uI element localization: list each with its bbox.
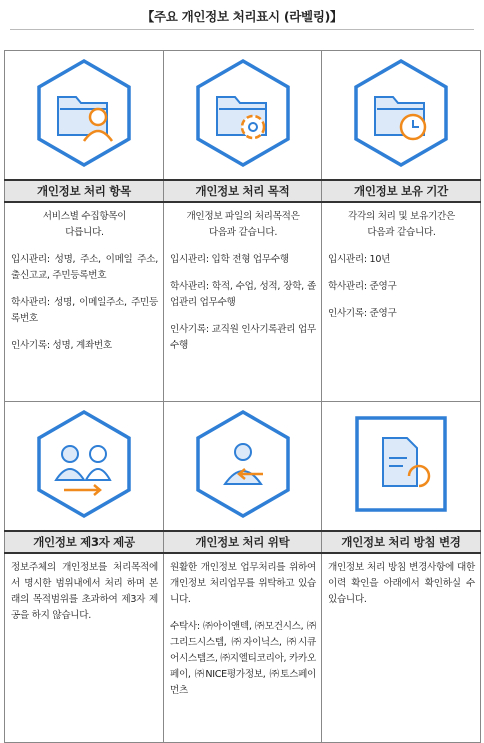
items-personnel: 인사기록: 성명, 계좌번호 xyxy=(11,340,112,351)
body-purpose xyxy=(164,202,322,402)
body-third-party xyxy=(5,553,164,743)
header-policy-change: 개인정보 처리 방침 변경 xyxy=(322,531,481,553)
icon-cell-period xyxy=(322,51,481,181)
outsourcing-intro: 원활한 개인정보 업무처리를 위하여 개인정보 처리업무를 위탁하고 있습니다. xyxy=(170,562,316,605)
folder-gear-icon xyxy=(191,57,295,169)
items-intro: 서비스별 수집항목이 다릅니다. xyxy=(42,211,127,238)
icon-cell-third-party xyxy=(5,402,164,532)
folder-clock-icon xyxy=(349,57,453,169)
page-title-block xyxy=(0,0,484,30)
header-third-party: 개인정보 제3자 제공 xyxy=(5,531,164,553)
purpose-intro: 개인정보 파일의 처리목적은 다음과 같습니다. xyxy=(186,211,300,238)
third-party-text: 정보주체의 개인정보를 처리목적에서 명시한 범위내에서 처리 하며 본래의 목적범위를 초과하여 제3자 제공을 하지 않습니다. xyxy=(11,562,158,621)
icon-cell-purpose xyxy=(164,51,322,181)
header-purpose: 개인정보 처리 목적 xyxy=(164,180,322,202)
outsourcing-icon xyxy=(191,408,295,520)
period-academic: 학사관리: 준영구 xyxy=(328,281,397,292)
body-items xyxy=(5,202,164,402)
icon-cell-policy-change xyxy=(322,402,481,532)
period-intro: 각각의 처리 및 보유기간은 다음과 같습니다. xyxy=(348,211,455,238)
icon-cell-outsourcing xyxy=(164,402,322,532)
labeling-grid xyxy=(4,50,481,743)
outsourcing-trustees: 수탁사: ㈜아이앤텍, ㈜모건시스, ㈜그리드시스템, ㈜자이닉스, ㈜시큐어시스템즈, ㈜지엘티코리아, 카카오페이, ㈜NICE평가정보, ㈜토스페이먼츠 xyxy=(170,621,316,696)
header-items: 개인정보 처리 항목 xyxy=(5,180,164,202)
period-personnel: 인사기록: 준영구 xyxy=(328,308,397,319)
policy-change-text: 개인정보 처리 방침 변경사항에 대한 이력 확인을 아래에서 확인하실 수 있습니다. xyxy=(328,562,475,605)
document-change-icon xyxy=(349,408,453,520)
title-divider xyxy=(10,29,474,30)
purpose-academic: 학사관리: 학적, 수업, 성적, 장학, 졸업관리 업무수행 xyxy=(170,281,316,308)
third-party-provision-icon xyxy=(32,408,136,520)
body-outsourcing xyxy=(164,553,322,743)
purpose-personnel: 인사기록: 교직원 인사기록관리 업무수행 xyxy=(170,324,316,351)
body-period xyxy=(322,202,481,402)
header-outsourcing: 개인정보 처리 위탁 xyxy=(164,531,322,553)
period-admission: 입시관리: 10년 xyxy=(328,254,391,265)
body-policy-change xyxy=(322,553,481,743)
items-admission: 입시관리: 성명, 주소, 이메일 주소, 출신고교, 주민등록번호 xyxy=(11,254,158,281)
folder-person-icon xyxy=(32,57,136,169)
header-period: 개인정보 보유 기간 xyxy=(322,180,481,202)
page-title: 【주요 개인정보 처리표시 (라벨링)】 xyxy=(141,9,343,24)
icon-cell-items xyxy=(5,51,164,181)
items-academic: 학사관리: 성명, 이메일주소, 주민등록번호 xyxy=(11,297,158,324)
purpose-admission: 입시관리: 입학 전형 업무수행 xyxy=(170,254,289,265)
